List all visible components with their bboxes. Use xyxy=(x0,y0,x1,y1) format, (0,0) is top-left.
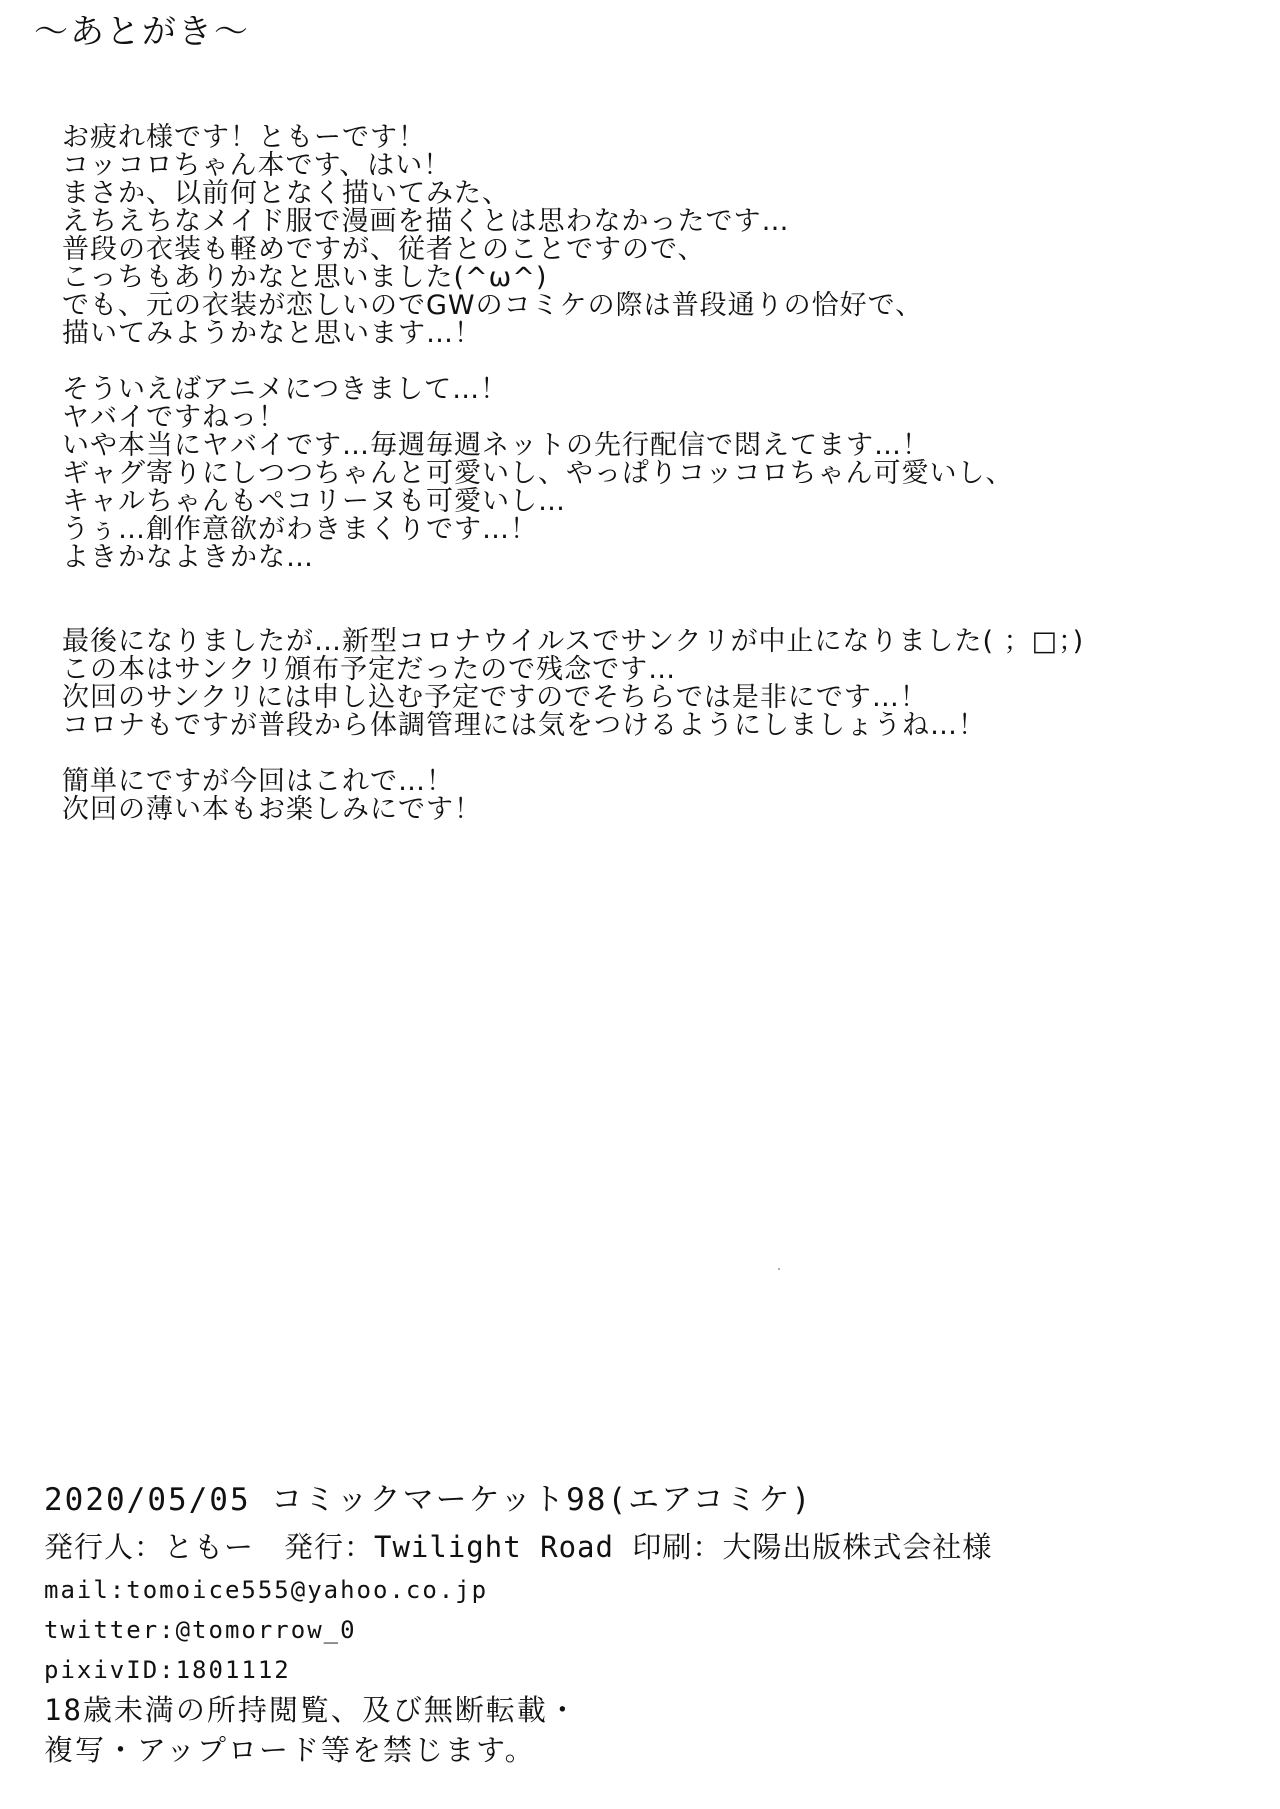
text-line: キャルちゃんもペコリーヌも可愛いし… xyxy=(62,486,566,517)
event-line: 2020/05/05 コミックマーケット98(エアコミケ) xyxy=(44,1482,813,1518)
text-line: 普段の衣装も軽めですが、従者とのことですので、 xyxy=(62,234,706,265)
mail-line: mail:tomoice555@yahoo.co.jp xyxy=(44,1576,489,1604)
text-line: でも、元の衣装が恋しいのでGWのコミケの際は普段通りの恰好で、 xyxy=(62,290,924,321)
text-line: コロナもですが普段から体調管理には気をつけるようにしましょうね…！ xyxy=(62,710,986,741)
text-line: よきかなよきかな… xyxy=(62,542,314,573)
paragraph-closing xyxy=(62,768,1252,824)
scan-speck xyxy=(778,1268,780,1270)
text-line: 描いてみようかなと思います…！ xyxy=(62,318,482,349)
afterword-body xyxy=(62,124,1252,852)
paragraph-corona xyxy=(62,628,1252,740)
paragraph-greeting xyxy=(62,124,1252,348)
afterword-title: ～あとがき～ xyxy=(34,12,250,52)
paragraph-anime xyxy=(62,376,1252,572)
pixiv-line: pixivID:1801112 xyxy=(44,1656,291,1684)
text-line: いや本当にヤバイです…毎週毎週ネットの先行配信で悶えてます…！ xyxy=(62,430,930,461)
text-line: まさか、以前何となく描いてみた、 xyxy=(62,178,510,209)
text-line: お疲れ様です！ともーです！ xyxy=(62,122,426,153)
publisher-line: 発行人：ともー 発行：Twilight Road 印刷：大陽出版株式会社様 xyxy=(44,1530,993,1564)
text-line: この本はサンクリ頒布予定だったので残念です… xyxy=(62,654,677,685)
text-line: ヤバイですねっ！ xyxy=(62,402,286,433)
text-line: うぅ…創作意欲がわきまくりです…！ xyxy=(62,514,538,545)
text-line: 簡単にですが今回はこれで…！ xyxy=(62,766,454,797)
text-line: えちえちなメイド服で漫画を描くとは思わなかったです… xyxy=(62,206,790,237)
text-line: ギャグ寄りにしつつちゃんと可愛いし、やっぱりコッコロちゃん可愛いし、 xyxy=(62,458,1014,489)
text-line: 次回のサンクリには申し込む予定ですのでそちらでは是非にです…！ xyxy=(62,682,928,713)
notice-line: 複写・アップロード等を禁じます。 xyxy=(44,1733,536,1767)
text-line: 次回の薄い本もお楽しみにです！ xyxy=(62,794,482,825)
text-line: こっちもありかなと思いました(^ω^) xyxy=(62,262,548,293)
twitter-line: twitter:@tomorrow_0 xyxy=(44,1616,357,1644)
text-line: 最後になりましたが…新型コロナウイルスでサンクリが中止になりました( ；□；) xyxy=(62,626,1085,657)
text-line: コッコロちゃん本です、はい！ xyxy=(62,150,452,181)
text-line: そういえばアニメにつきまして…！ xyxy=(62,374,509,405)
notice-line: 18歳未満の所持閲覧、及び無断転載・ xyxy=(44,1693,579,1727)
colophon xyxy=(44,1476,1244,1770)
